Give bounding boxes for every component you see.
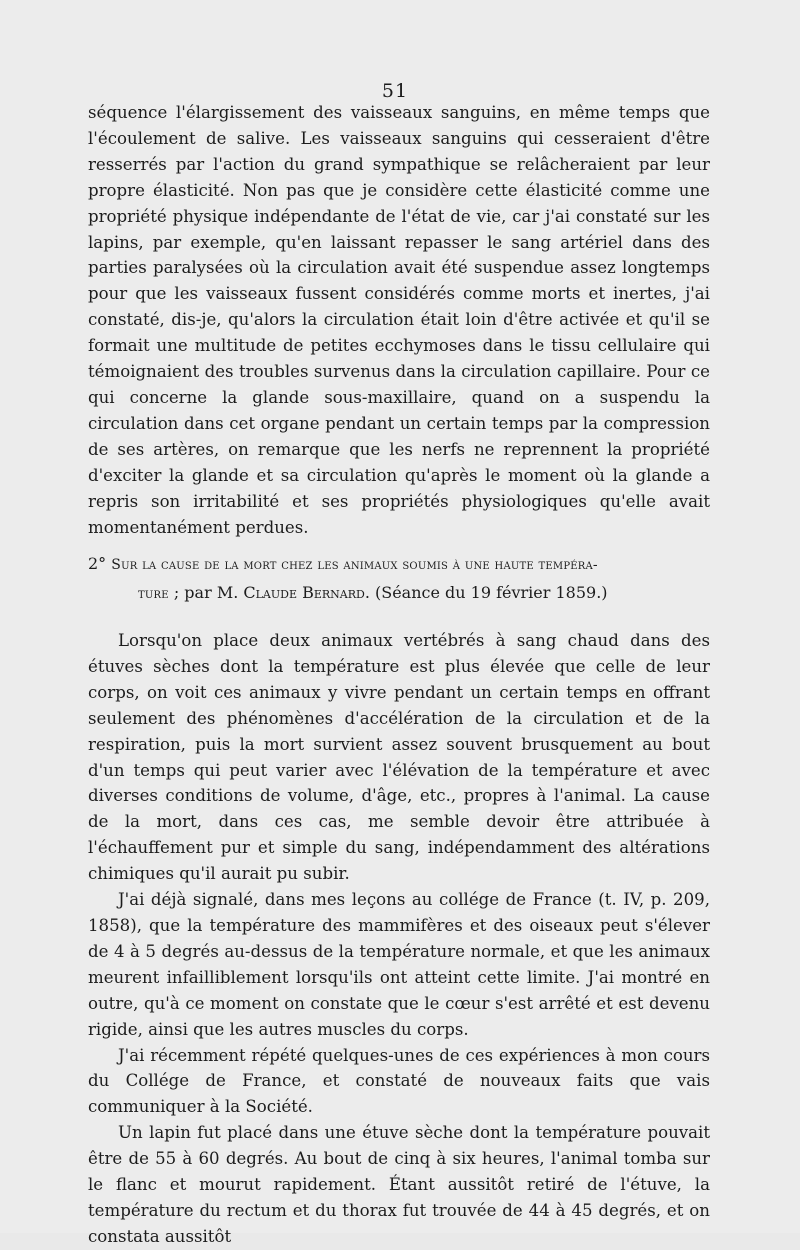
section-title-line1: Sur la cause de la mort chez les animaux soumis à une haute tempéra- <box>111 557 598 573</box>
section-title-line2 <box>88 579 710 608</box>
page-number: 51 <box>381 80 409 102</box>
paragraph-1: Lorsqu'on place deux animaux vertébrés à sang chaud dans des étuves sèches dont la température est plus élevée que celle de leur corps, on voit ces animaux y vivre pendant un certain temps en offrant seulement des phénomènes d'accélération de la circulation et de la respiration, puis la mort survient assez souvent brusquement au bout d'un temps qui peut varier avec l'élévation de la température et avec diverses conditions de volume, d'âge, etc., propres à l'animal. La cause de la mort, dans ces cas, me semble devoir être attribuée à l'échauffement pur et simple du sang, indépendamment des altérations chimiques qu'il aurait pu subir. <box>88 631 710 884</box>
paragraph-continuation: séquence l'élargissement des vaisseaux sanguins, en même temps que l'écoulement de salive. Les vaisseaux sanguins qui cesseraient d'être resserrés par l'action du grand sympathique se relâcheraient par leur propre élasticité. Non pas que je considère cette élasticité comme une propriété physique indépendante de l'état de vie, car j'ai constaté sur les lapins, par exemple, qu'en laissant repasser le sang artériel dans des parties paralysées où la circulation avait été suspendue assez longtemps pour que les vaisseaux fussent considérés comme morts et inertes, j'ai constaté, dis-je, qu'alors la circulation était loin d'être activée et qu'il se formait une multitude de petites ecchymoses dans le tissu cellulaire qui témoignaient des troubles survenus dans la circulation capillaire. Pour ce qui concerne la glande sous-maxillaire, quand on a suspendu la circulation dans cet organe pendant un certain temps par la compression de ses artères, on remarque que les nerfs ne reprennent la propriété d'exciter la glande et sa circulation qu'après le moment où la glande a repris son irritabilité et ses propriétés physiologiques qu'elle avait momentanément perdues. <box>88 103 710 537</box>
body-text-section <box>88 628 710 1250</box>
section-author: Claude Bernard <box>243 583 365 602</box>
paragraph-4: Un lapin fut placé dans une étuve sèche dont la température pouvait être de 55 à 60 degrés. Au bout de cinq à six heures, l'animal tomba sur le flanc et mourut rapidement. Étant aussitôt retiré de l'étuve, la température du rectum et du thorax fut trouvée de 44 à 45 degrés, et on constata aussitôt <box>88 1123 710 1246</box>
section-heading <box>88 550 710 608</box>
section-number: 2° <box>88 554 107 573</box>
section-title-line2-start: ture <box>138 586 169 602</box>
paragraph-2: J'ai déjà signalé, dans mes leçons au collége de France (t. IV, p. 209, 1858), que la température des mammifères et des oiseaux peut s'élever de 4 à 5 degrés au-dessus de la température normale, et que les animaux meurent infailliblement lorsqu'ils ont atteint cette limite. J'ai montré en outre, qu'à ce moment on constate que le cœur s'est arrêté et est devenu rigide, ainsi que les autres muscles du corps. <box>88 890 710 1039</box>
body-text-top <box>88 100 710 540</box>
section-title-line2-rest: ; par M. <box>168 583 244 602</box>
section-session: . (Séance du 19 février 1859.) <box>364 583 608 602</box>
paragraph-3: J'ai récemment répété quelques-unes de ces expériences à mon cours du Collége de France, et constaté de nouveaux faits que vais communiquer à la Société. <box>88 1045 710 1117</box>
